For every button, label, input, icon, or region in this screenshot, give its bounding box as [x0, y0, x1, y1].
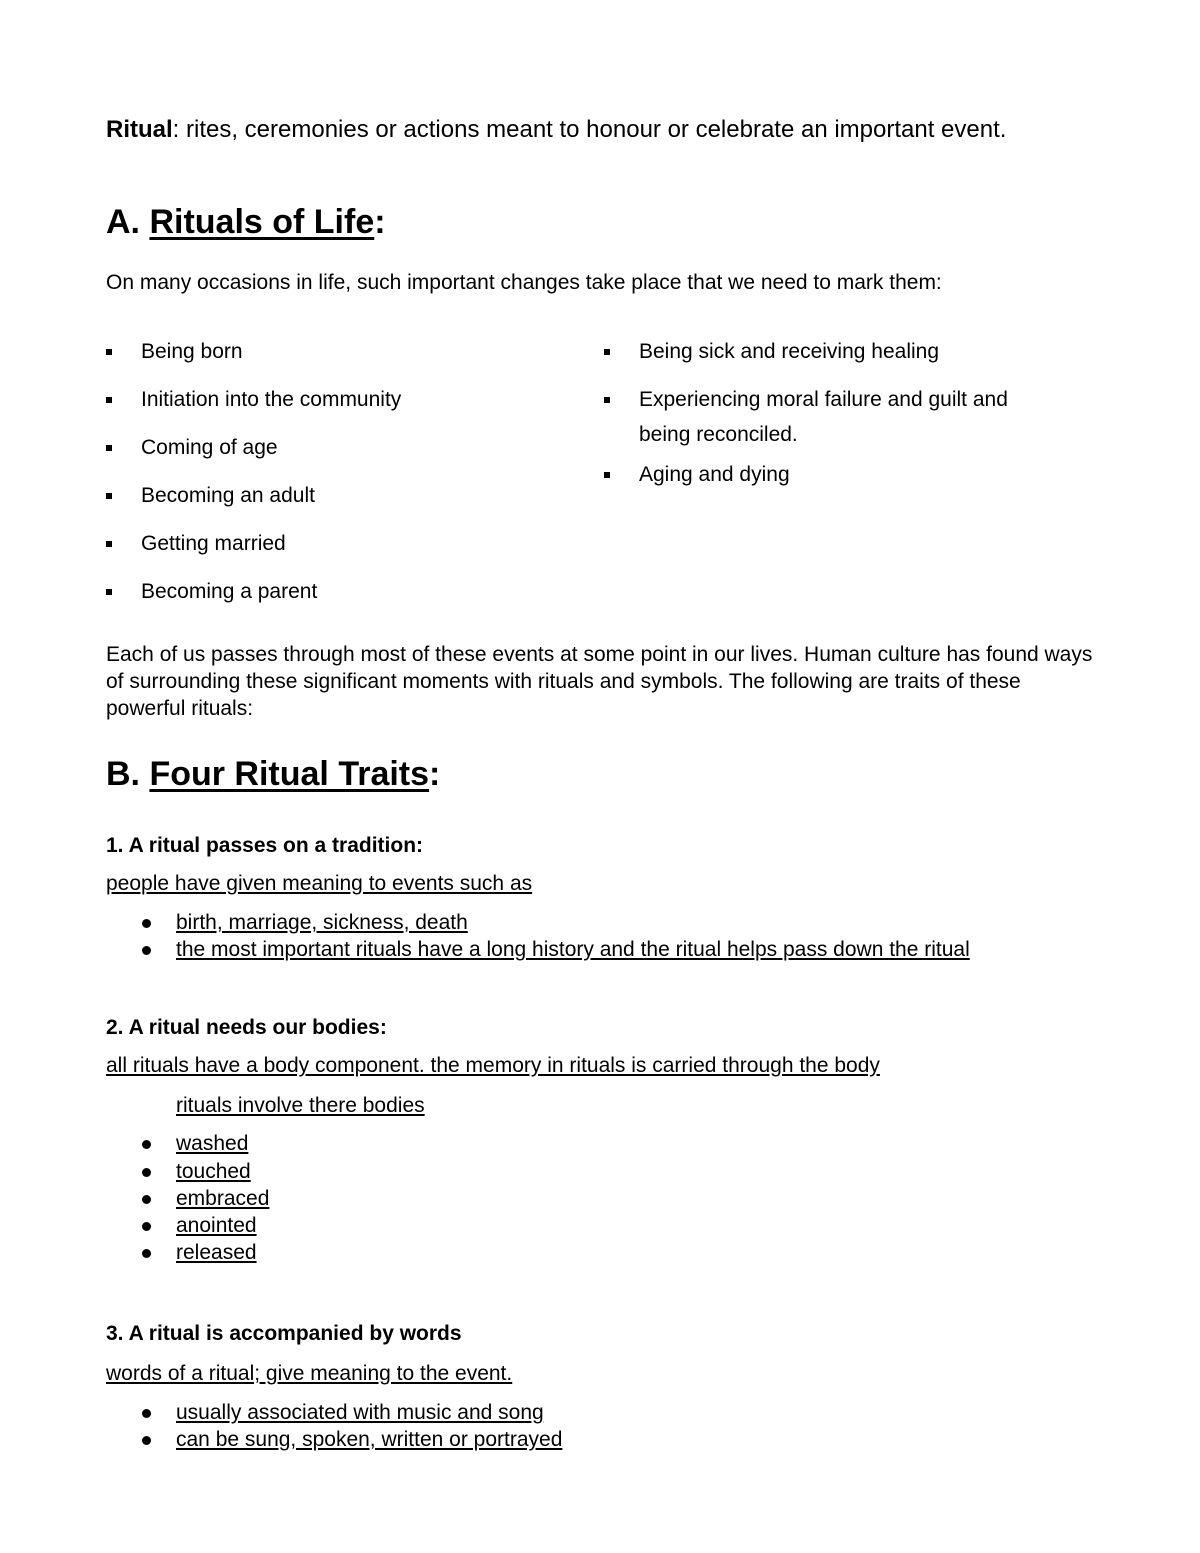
section-b-title: Four Ritual Traits: [149, 755, 430, 793]
trait-1-bullet: birth, marriage, sickness, death: [176, 911, 468, 934]
trait-2-bullet: released: [176, 1241, 257, 1264]
section-b-suffix: :: [429, 755, 441, 793]
bullet-dot-icon: [142, 1195, 151, 1204]
square-bullet-icon: [106, 541, 112, 547]
trait-2-bullet: washed: [176, 1132, 249, 1155]
bullet-dot-icon: [142, 946, 151, 955]
bullet-dot-icon: [142, 1222, 151, 1231]
bullet-dot-icon: [142, 1409, 151, 1418]
square-bullet-icon: [106, 589, 112, 595]
bullet-dot-icon: [142, 1140, 151, 1149]
section-a-suffix: :: [374, 203, 386, 241]
definition: [106, 114, 1086, 145]
list-item-label: Experiencing moral failure and guilt and: [639, 388, 1008, 411]
bullet-dot-icon: [142, 1436, 151, 1445]
definition-text: : rites, ceremonies or actions meant to honour or celebrate an important event.: [172, 116, 1007, 143]
trait-3-note: words of a ritual; give meaning to the event.: [106, 1362, 513, 1385]
list-item-label: Initiation into the community: [141, 388, 402, 411]
square-bullet-icon: [106, 493, 112, 499]
list-item-label: Being born: [141, 340, 243, 363]
list-item-label: Getting married: [141, 532, 286, 555]
square-bullet-icon: [604, 397, 610, 403]
section-a-heading: [106, 202, 386, 242]
trait-2-note: all rituals have a body component. the memory in rituals is carried through the body: [106, 1054, 880, 1077]
bullet-dot-icon: [142, 1168, 151, 1177]
definition-term: Ritual: [106, 116, 173, 143]
bullet-dot-icon: [142, 919, 151, 928]
section-a-prefix: A.: [106, 203, 150, 241]
section-a-title: Rituals of Life: [149, 203, 375, 241]
list-item-label: Being sick and receiving healing: [639, 340, 940, 363]
trait-1-bullet: the most important rituals have a long history and the ritual helps pass down the ritual: [176, 938, 970, 961]
trait-3-heading: 3. A ritual is accompanied by words: [106, 1322, 462, 1345]
trait-1-note: people have given meaning to events such as: [106, 872, 533, 895]
trait-1-heading: 1. A ritual passes on a tradition:: [106, 834, 424, 857]
square-bullet-icon: [604, 472, 610, 478]
section-a-intro: On many occasions in life, such important changes take place that we need to mark them:: [106, 271, 942, 294]
trait-2-bullet: touched: [176, 1160, 251, 1183]
list-item-continuation: being reconciled.: [639, 423, 798, 446]
section-b-heading: [106, 754, 440, 794]
section-b-prefix: B.: [106, 755, 150, 793]
trait-2-heading: 2. A ritual needs our bodies:: [106, 1016, 387, 1039]
trait-2-bullet: embraced: [176, 1187, 270, 1210]
square-bullet-icon: [604, 349, 610, 355]
trait-2-subnote: rituals involve there bodies: [176, 1094, 425, 1117]
trait-3-bullet: usually associated with music and song: [176, 1401, 544, 1424]
list-item-label: Aging and dying: [639, 463, 790, 486]
list-item-label: Becoming an adult: [141, 484, 315, 507]
list-item-label: Coming of age: [141, 436, 278, 459]
square-bullet-icon: [106, 445, 112, 451]
trait-3-bullet: can be sung, spoken, written or portrayed: [176, 1428, 563, 1451]
section-a-closing: Each of us passes through most of these events at some point in our lives. Human culture has found ways of surrounding these significant moments with rituals and symbols. The following are traits of these powerful rituals:: [106, 643, 1093, 720]
list-item-label: Becoming a parent: [141, 580, 318, 603]
square-bullet-icon: [106, 397, 112, 403]
trait-2-bullet: anointed: [176, 1214, 257, 1237]
square-bullet-icon: [106, 349, 112, 355]
bullet-dot-icon: [142, 1249, 151, 1258]
